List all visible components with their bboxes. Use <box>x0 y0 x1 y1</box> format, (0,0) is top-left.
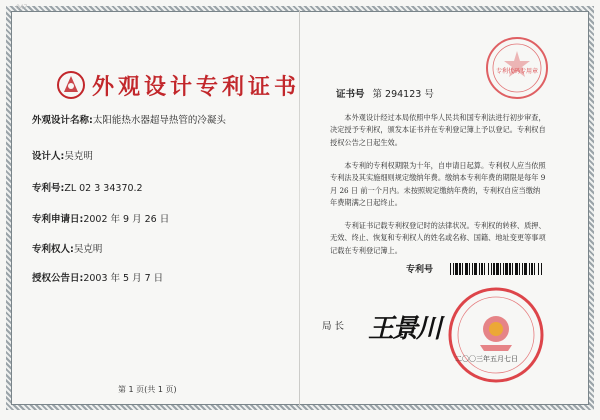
field-label: 专利权人: <box>32 244 74 255</box>
director-label: 局 长 <box>322 321 345 332</box>
paragraph-term: 本专利的专利权期限为十年，自申请日起算。专利权人应当依照专利法及其实施细则规定缴纳年费。缴纳本专利年费的期限是每年 9 月 26 日 前一个月内。未按照规定缴纳年费的，专利权自应当缴纳年费期满之日起终止。 <box>330 161 546 208</box>
field-design-name <box>32 112 226 126</box>
patent-number-label: 专利号 <box>406 265 434 275</box>
page-number: 第 1 页(共 1 页) <box>118 385 177 394</box>
field-label: 外观设计名称: <box>32 115 93 126</box>
field-label: 设计人: <box>32 151 65 162</box>
cert-number-value: 第 294123 号 <box>372 89 434 100</box>
director-signature: 王景川 <box>368 314 441 344</box>
field-application-date <box>32 211 169 225</box>
field-value: ZL 02 3 34370.2 <box>64 183 143 194</box>
top-stamp-text: 专利代码专用章 <box>495 68 539 75</box>
field-patentee <box>32 241 102 255</box>
barcode <box>450 263 542 275</box>
paragraph-grant: 本外观设计经过本局依照中华人民共和国专利法进行初步审查，决定授予专利权，颁发本证书并在专利登记簿上予以登记。专利权自授权公告之日起生效。 <box>330 113 546 147</box>
seal-date: 二〇〇三年五月七日 <box>455 355 518 363</box>
corner-mark: 047 <box>16 4 28 11</box>
field-value: 吴克明 <box>64 151 93 162</box>
official-red-seal <box>434 285 554 385</box>
field-value: 太阳能热水器超导热管的冷凝头 <box>92 115 226 126</box>
patent-office-logo <box>56 70 86 100</box>
field-label: 授权公告日: <box>32 273 84 284</box>
field-label: 专利申请日: <box>32 214 84 225</box>
field-value: 吴克明 <box>73 244 103 255</box>
field-value: 2002 年 9 月 26 日 <box>83 214 170 225</box>
certificate-title: 外观设计专利证书 <box>92 74 301 100</box>
cert-number-label: 证书号 <box>336 89 365 100</box>
field-patent-number <box>32 180 143 194</box>
field-value: 2003 年 5 月 7 日 <box>83 273 164 284</box>
certificate-number <box>336 86 434 100</box>
field-designer <box>32 148 93 162</box>
top-red-stamp <box>484 35 550 101</box>
paragraph-legal-status: 专利证书记载专利权登记时的法律状况。专利权的转移、质押、无效、终止、恢复和专利权人的姓名或名称、国籍、地址变更等事项记载在专利登记簿上。 <box>330 221 546 255</box>
field-grant-date <box>32 270 163 284</box>
field-label: 专利号: <box>32 183 65 194</box>
